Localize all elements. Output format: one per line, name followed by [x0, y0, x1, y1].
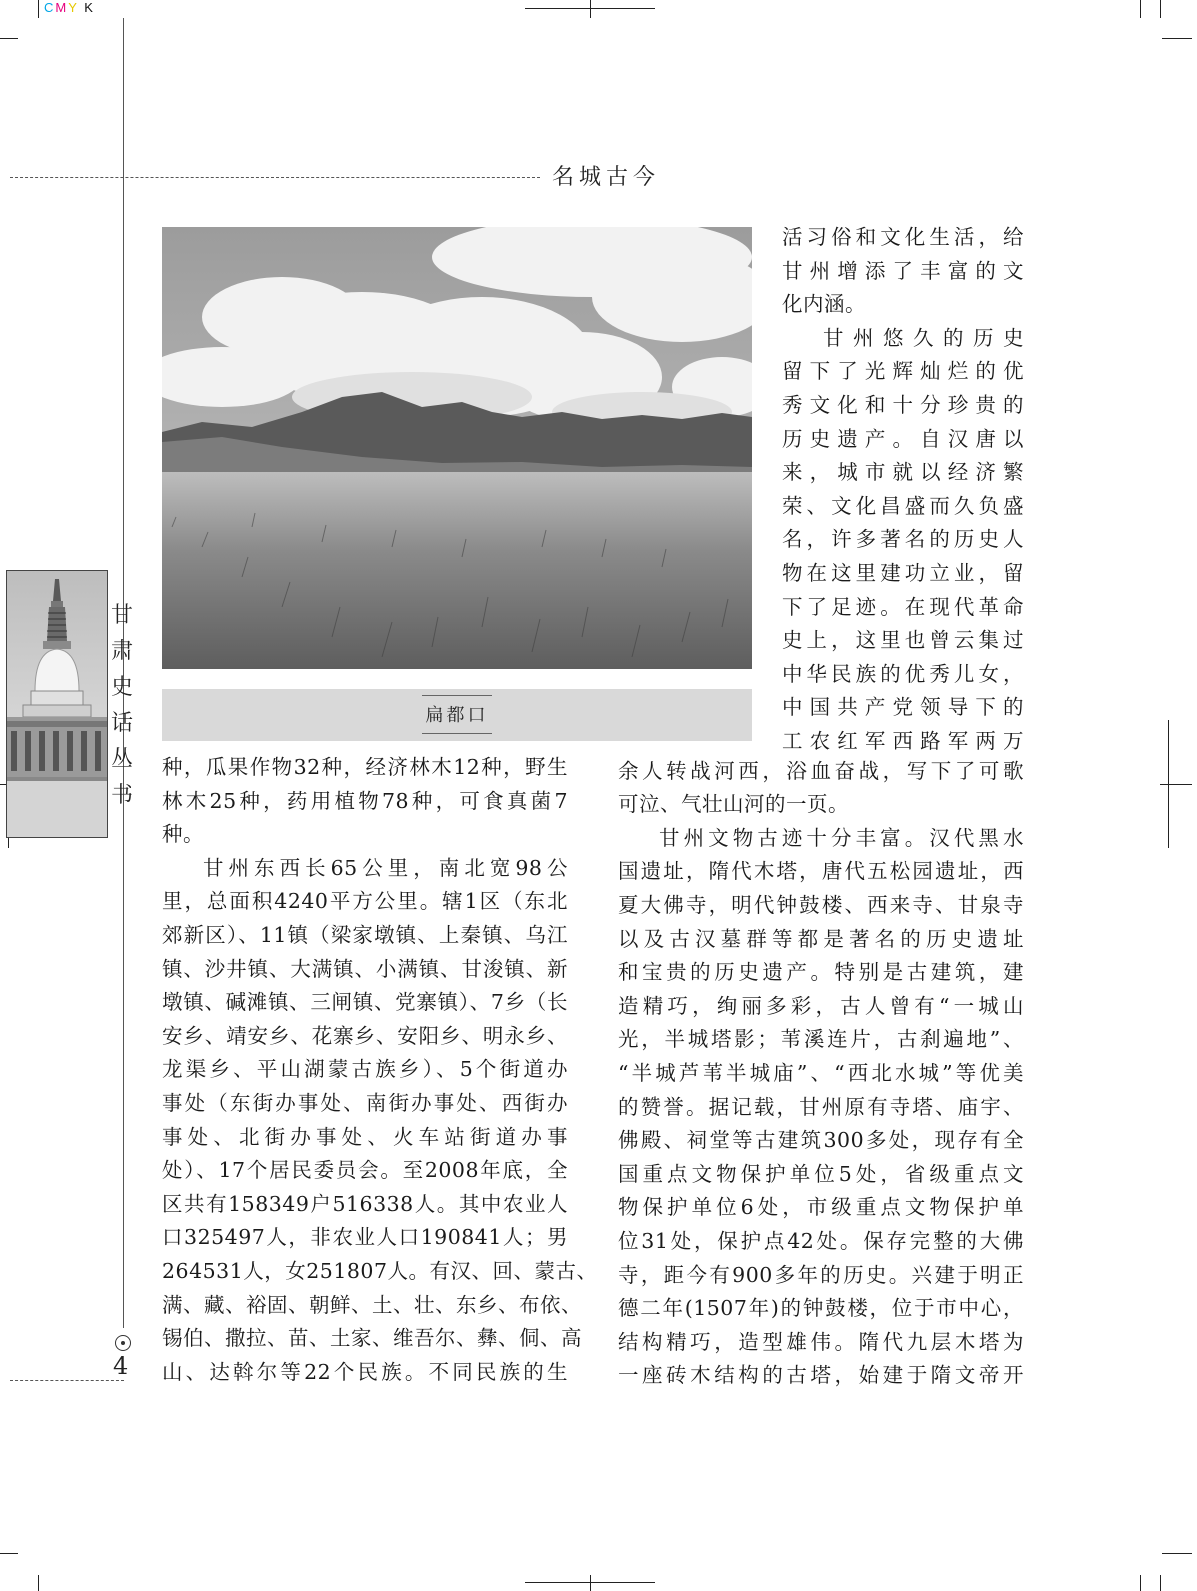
text-line: 甘州东西长65公里，南北宽98公 — [203, 855, 568, 880]
text-line: 甘州增添了丰富的文 — [782, 258, 1024, 283]
text-line: 国重点文物保护单位5处，省级重点文 — [618, 1161, 1024, 1186]
landscape-photo — [162, 227, 752, 669]
caption-rule-bottom — [422, 733, 492, 734]
text-line: 活习俗和文化生活，给 — [782, 225, 1024, 249]
series-title: 甘 肃 史 话 丛 书 — [110, 603, 133, 808]
text-line: 物在这里建功立业，留 — [782, 560, 1024, 585]
footer-rule — [10, 1380, 124, 1381]
text-line: 名，许多著名的历史人 — [782, 527, 1024, 552]
header-rule — [10, 177, 540, 178]
page-number: 4 — [113, 1352, 129, 1380]
text-line: 甘州悠久的历史 — [823, 325, 1024, 350]
text-line: 荣、文化昌盛而久负盛 — [782, 493, 1024, 518]
figure-caption: 扁都口 — [425, 705, 489, 726]
text-line: 264531人，女251807人。有汉、回、蒙古、 — [162, 1258, 598, 1283]
text-line: 史上，这里也曾云集过 — [782, 628, 1024, 653]
text-line: 满、藏、裕固、朝鲜、土、壮、东乡、布依、 — [162, 1292, 582, 1317]
text-line: 物保护单位6处，市级重点文物保护单 — [618, 1195, 1024, 1220]
text-line: 中国共产党领导下的 — [782, 695, 1024, 720]
text-line: 锡伯、撒拉、苗、土家、维吾尔、彝、侗、高 — [162, 1326, 582, 1351]
body-text-left — [162, 751, 598, 1389]
text-line: 墩镇、碱滩镇、三闸镇、党寨镇）、7乡（长 — [162, 990, 568, 1015]
text-line: 种。 — [162, 822, 204, 847]
text-line: 夏大佛寺，明代钟鼓楼、西来寺、甘泉寺 — [618, 892, 1024, 917]
body-text-right-bottom — [618, 721, 1024, 1393]
series-thumbnail-pagoda — [6, 570, 108, 838]
text-line: 郊新区）、11镇（梁家墩镇、上秦镇、乌江 — [162, 922, 568, 947]
text-line: 一座砖木结构的古塔，始建于隋文帝开 — [618, 1363, 1024, 1388]
text-line: 和宝贵的历史遗产。特别是古建筑，建 — [618, 960, 1024, 985]
text-line: 里，总面积4240平方公里。辖1区（东北 — [162, 889, 568, 914]
text-line: 光，半城塔影；苇溪连片，古刹遍地”、 — [618, 1027, 1024, 1052]
text-line: 造精巧，绚丽多彩，古人曾有“一城山 — [618, 993, 1024, 1018]
text-line: 余人转战河西，浴血奋战，写下了可歌 — [618, 758, 1024, 783]
text-line: 中华民族的优秀儿女， — [782, 661, 1024, 686]
text-line: 镇、沙井镇、大满镇、小满镇、甘浚镇、新 — [162, 956, 568, 981]
text-line: 处）、17个居民委员会。至2008年底，全 — [162, 1158, 568, 1183]
running-head: 名城古今 — [552, 165, 661, 190]
text-line: 种，瓜果作物32种，经济林木12种，野生 — [162, 755, 568, 779]
cmyk-registration: CMY K — [44, 0, 95, 15]
text-line: 来，城市就以经济繁 — [782, 460, 1024, 485]
page-number-ornament — [115, 1335, 131, 1351]
text-line: 佛殿、祠堂等古建筑300多处，现存有全 — [618, 1128, 1024, 1153]
text-line: 甘州文物古迹十分丰富。汉代黑水 — [659, 825, 1024, 850]
text-line: 以及古汉墓群等都是著名的历史遗址 — [618, 926, 1024, 951]
text-line: 化内涵。 — [782, 292, 866, 317]
text-line: 事处（东街办事处、南街办事处、西街办 — [162, 1090, 568, 1115]
text-line: 事处、北街办事处、火车站街道办事 — [162, 1124, 568, 1149]
text-line: 山、达斡尔等22个民族。不同民族的生 — [162, 1359, 568, 1384]
caption-rule-top — [422, 695, 492, 696]
text-line: 国遗址，隋代木塔，唐代五松园遗址，西 — [618, 859, 1024, 884]
body-text-right-top — [782, 221, 1024, 759]
text-line: 口325497人，非农业人口190841人；男 — [162, 1225, 568, 1250]
text-line: 寺，距今有900多年的历史。兴建于明正 — [618, 1262, 1024, 1287]
text-line: 可泣、气壮山河的一页。 — [618, 792, 849, 817]
text-line: 留下了光辉灿烂的优 — [782, 359, 1024, 384]
text-line: “半城芦苇半城庙”、“西北水城”等优美 — [618, 1060, 1024, 1085]
text-line: 位31处，保护点42处。保存完整的大佛 — [618, 1228, 1024, 1253]
text-line: 工农红军西路军两万 — [782, 728, 1024, 753]
text-line: 龙渠乡、平山湖蒙古族乡）、5个街道办 — [162, 1057, 568, 1082]
text-line: 林木25种，药用植物78种，可食真菌7 — [162, 788, 568, 813]
text-line: 区共有158349户516338人。其中农业人 — [162, 1191, 568, 1216]
text-line: 德二年(1507年)的钟鼓楼，位于市中心， — [618, 1296, 1024, 1321]
text-line: 历史遗产。自汉唐以 — [782, 426, 1024, 451]
text-line: 结构精巧，造型雄伟。隋代九层木塔为 — [618, 1329, 1024, 1354]
text-line: 的赞誉。据记载，甘州原有寺塔、庙宇、 — [618, 1094, 1024, 1119]
text-line: 下了足迹。在现代革命 — [782, 594, 1024, 619]
text-line: 安乡、靖安乡、花寨乡、安阳乡、明永乡、 — [162, 1023, 568, 1048]
text-line: 秀文化和十分珍贵的 — [782, 392, 1024, 417]
